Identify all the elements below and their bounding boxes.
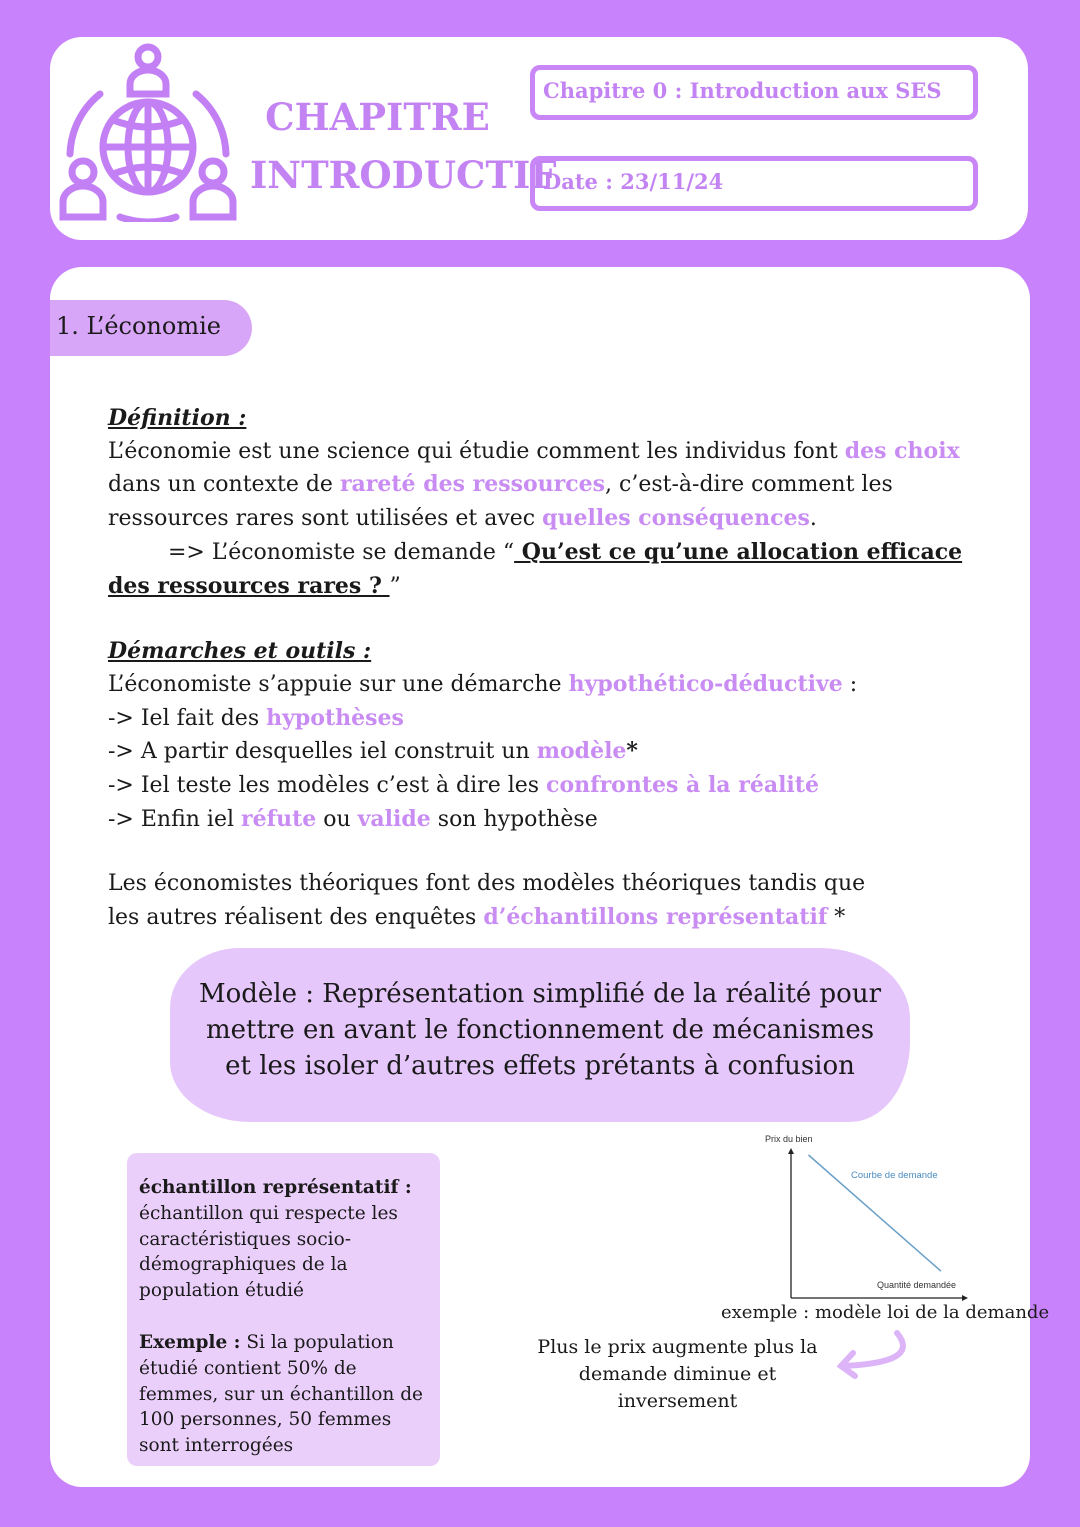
sample-definition-box: échantillon représentatif : échantillon qui respecte les caractéristiques socio-démographiques de la population étudié Exemple : Si la population étudié contient 50% de femmes, sur un échantillon de 100 personnes, 50 femmes sont interrogées (127, 1153, 440, 1466)
definition-text: L’économie est une science qui étudie comment les individus font des choix dans un contexte de rareté des ressources, c’est-à-dire comment les ressources rares sont utilisées et avec quelles conséquences. (108, 437, 960, 532)
step-4: -> Enfin iel réfute ou valide son hypothèse (108, 805, 598, 832)
date-field[interactable]: Date : 23/11/24 (530, 156, 978, 211)
title-line-1: CHAPITRE (265, 95, 490, 139)
legend-label: Courbe de demande (851, 1170, 938, 1181)
chapter-title (250, 88, 557, 204)
content (108, 402, 978, 935)
demand-chart (740, 1128, 980, 1303)
curved-arrow-icon (835, 1325, 925, 1385)
step-2: -> A partir desquelles iel construit un modèle* (108, 738, 638, 765)
demand-note: Plus le prix augmente plus la demande diminue et inversement (537, 1336, 818, 1412)
step-3: -> Iel teste les modèles c’est à dire les confrontes à la réalité (108, 772, 819, 799)
y-axis-label: Prix du bien (765, 1134, 813, 1144)
x-axis-label: Quantité demandée (877, 1280, 957, 1290)
model-definition-box: Modèle : Représentation simplifié de la réalité pour mettre en avant le fonctionnement de mécanismes et les isoler d’autres effets prétants à confusion (170, 948, 910, 1122)
step-1: -> Iel fait des hypothèses (108, 704, 404, 731)
chapter-field[interactable]: Chapitre 0 : Introduction aux SES (530, 65, 978, 120)
globe-people-icon (58, 42, 238, 222)
section-title: 1. L’économie (50, 300, 252, 356)
demarches-heading: Démarches et outils : (108, 638, 372, 665)
chart-caption: exemple : modèle loi de la demande (721, 1302, 1050, 1323)
question: => L’économiste se demande “ Qu’est ce qu’une allocation efficace des ressources rares ? ” (108, 538, 963, 599)
title-line-2: INTRODUCTIF (250, 153, 557, 197)
definition-heading: Définition : (108, 405, 247, 431)
demarches-intro: L’économiste s’appuie sur une démarche hypothético-déductive : (108, 670, 858, 697)
economists-text: Les économistes théoriques font des modèles théoriques tandis que les autres réalisent des enquêtes d’échantillons représentatif * (108, 871, 866, 931)
